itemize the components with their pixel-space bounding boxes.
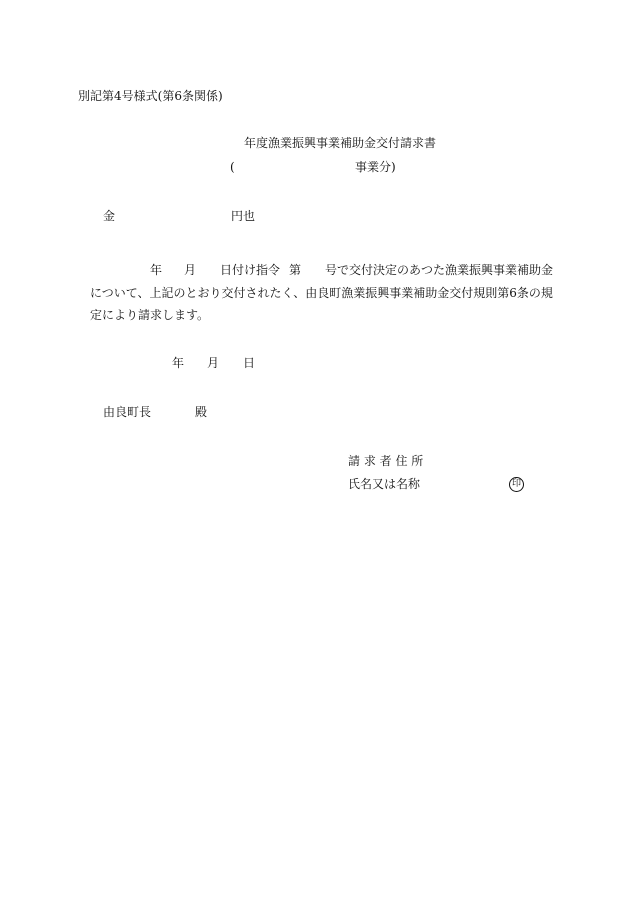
seal-icon: 印	[509, 477, 524, 492]
document-title: 年度漁業振興事業補助金交付請求書	[244, 136, 437, 150]
subtitle-close: 事業分)	[355, 160, 396, 174]
body-year: 年	[150, 263, 163, 277]
addressee: 由良町長	[103, 405, 152, 419]
body-day-directive: 日付け指令	[220, 263, 281, 277]
addressee-honorific: 殿	[195, 405, 208, 419]
date-day: 日	[243, 356, 256, 370]
date-year: 年	[172, 356, 185, 370]
body-dai: 第	[289, 263, 302, 277]
body-month: 月	[184, 263, 197, 277]
body-line3: 定により請求します。	[90, 308, 210, 322]
body-line1-rest: 号で交付決定のあつた漁業振興事業補助金	[325, 263, 554, 277]
form-id: 別記第4号様式(第6条関係)	[78, 89, 223, 103]
date-month: 月	[207, 356, 220, 370]
requester-name-label: 氏名又は名称	[348, 477, 421, 491]
amount-prefix: 金	[103, 209, 116, 223]
subtitle-open-paren: (	[230, 160, 235, 174]
amount-suffix: 円也	[231, 209, 256, 223]
body-line2: について、上記のとおり交付されたく、由良町漁業振興事業補助金交付規則第6条の規	[90, 286, 553, 300]
requester-address-label: 請 求 者 住 所	[348, 454, 424, 468]
